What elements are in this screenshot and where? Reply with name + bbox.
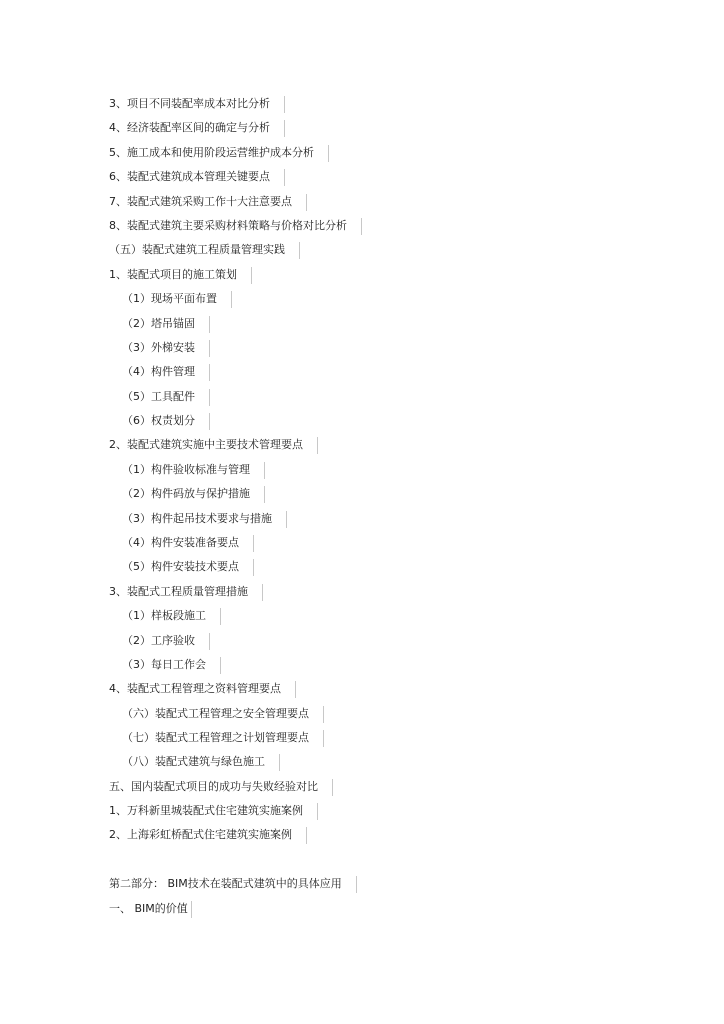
toc-line-text: （六）装配式工程管理之安全管理要点 [122, 707, 309, 720]
toc-line-text: 3、装配式工程质量管理措施 [109, 585, 248, 598]
line-separator [209, 633, 210, 650]
toc-line-text: （七）装配式工程管理之计划管理要点 [122, 731, 309, 744]
line-separator [284, 120, 285, 137]
toc-line [122, 363, 210, 381]
toc-line [109, 144, 329, 162]
line-separator [264, 486, 265, 503]
toc-line [109, 119, 285, 137]
toc-line [109, 583, 263, 601]
line-separator [251, 267, 252, 284]
toc-line-text: 2、装配式建筑实施中主要技术管理要点 [109, 438, 303, 451]
line-separator [306, 827, 307, 844]
toc-line [122, 412, 210, 430]
toc-line [109, 680, 296, 698]
toc-line-text: （4）构件安装准备要点 [122, 536, 239, 549]
toc-line [109, 826, 307, 844]
line-separator [209, 389, 210, 406]
toc-line [122, 339, 210, 357]
toc-line-text: （1）样板段施工 [122, 609, 206, 622]
line-separator [356, 876, 357, 893]
toc-line-text: （5）构件安装技术要点 [122, 560, 239, 573]
toc-line [122, 632, 210, 650]
toc-line-text: （1）现场平面布置 [122, 292, 217, 305]
toc-line-text: 4、经济装配率区间的确定与分析 [109, 121, 270, 134]
toc-line [122, 607, 221, 625]
toc-line [122, 753, 280, 771]
toc-line-text: 6、装配式建筑成本管理关键要点 [109, 170, 270, 183]
toc-line [109, 217, 362, 235]
line-separator [317, 803, 318, 820]
line-separator [328, 145, 329, 162]
line-separator [231, 291, 232, 308]
part-heading-text: 第二部分： BIM技术在装配式建筑中的具体应用 [109, 877, 342, 890]
toc-line-text: 7、装配式建筑采购工作十大注意要点 [109, 195, 292, 208]
toc-line [122, 729, 324, 747]
toc-line-text: 五、国内装配式项目的成功与失败经验对比 [109, 780, 318, 793]
toc-line-text: （八）装配式建筑与绿色施工 [122, 755, 265, 768]
toc-line-text: （五）装配式建筑工程质量管理实践 [109, 243, 285, 256]
line-separator [317, 437, 318, 454]
line-separator [332, 779, 333, 796]
toc-line [122, 705, 324, 723]
toc-line [122, 315, 210, 333]
line-separator [209, 316, 210, 333]
line-separator [209, 413, 210, 430]
toc-line-text: 1、装配式项目的施工策划 [109, 268, 237, 281]
line-separator [209, 340, 210, 357]
line-separator [253, 535, 254, 552]
toc-line [109, 266, 252, 284]
toc-line [109, 193, 307, 211]
part-heading [109, 875, 357, 893]
toc-line [109, 778, 333, 796]
toc-line-text: （5）工具配件 [122, 390, 195, 403]
toc-line [109, 168, 285, 186]
toc-line [122, 558, 254, 576]
toc-line [109, 241, 300, 259]
line-separator [361, 218, 362, 235]
line-separator [253, 559, 254, 576]
line-separator [279, 754, 280, 771]
section-heading-text: 一、 BIM的价值 [109, 902, 188, 915]
toc-line-text: （6）权责划分 [122, 414, 195, 427]
toc-line-text: （1）构件验收标准与管理 [122, 463, 250, 476]
line-separator [209, 364, 210, 381]
toc-line-text: 4、装配式工程管理之资料管理要点 [109, 682, 281, 695]
line-separator [191, 901, 192, 918]
line-separator [284, 169, 285, 186]
toc-line-text: 2、上海彩虹桥配式住宅建筑实施案例 [109, 828, 292, 841]
toc-line-text: （2）塔吊锚固 [122, 317, 195, 330]
line-separator [323, 730, 324, 747]
toc-line-text: （2）构件码放与保护措施 [122, 487, 250, 500]
toc-line-text: （3）每日工作会 [122, 658, 206, 671]
toc-line [122, 510, 287, 528]
toc-line-text: （2）工序验收 [122, 634, 195, 647]
toc-line-text: （4）构件管理 [122, 365, 195, 378]
line-separator [264, 462, 265, 479]
toc-line [109, 95, 285, 113]
toc-line-text: 8、装配式建筑主要采购材料策略与价格对比分析 [109, 219, 347, 232]
toc-line-text: 1、万科新里城装配式住宅建筑实施案例 [109, 804, 303, 817]
toc-line-text: （3）外梯安装 [122, 341, 195, 354]
toc-line-text: 5、施工成本和使用阶段运营维护成本分析 [109, 146, 314, 159]
line-separator [299, 242, 300, 259]
line-separator [220, 608, 221, 625]
toc-line [122, 290, 232, 308]
toc-line [109, 802, 318, 820]
toc-line [122, 534, 254, 552]
section-heading [109, 900, 192, 918]
line-separator [306, 194, 307, 211]
line-separator [295, 681, 296, 698]
toc-line [122, 485, 265, 503]
toc-line-text: （3）构件起吊技术要求与措施 [122, 512, 272, 525]
line-separator [284, 96, 285, 113]
toc-line [122, 656, 221, 674]
line-separator [220, 657, 221, 674]
line-separator [262, 584, 263, 601]
line-separator [286, 511, 287, 528]
toc-line [122, 461, 265, 479]
line-separator [323, 706, 324, 723]
toc-line [122, 388, 210, 406]
toc-line-text: 3、项目不同装配率成本对比分析 [109, 97, 270, 110]
toc-line [109, 436, 318, 454]
